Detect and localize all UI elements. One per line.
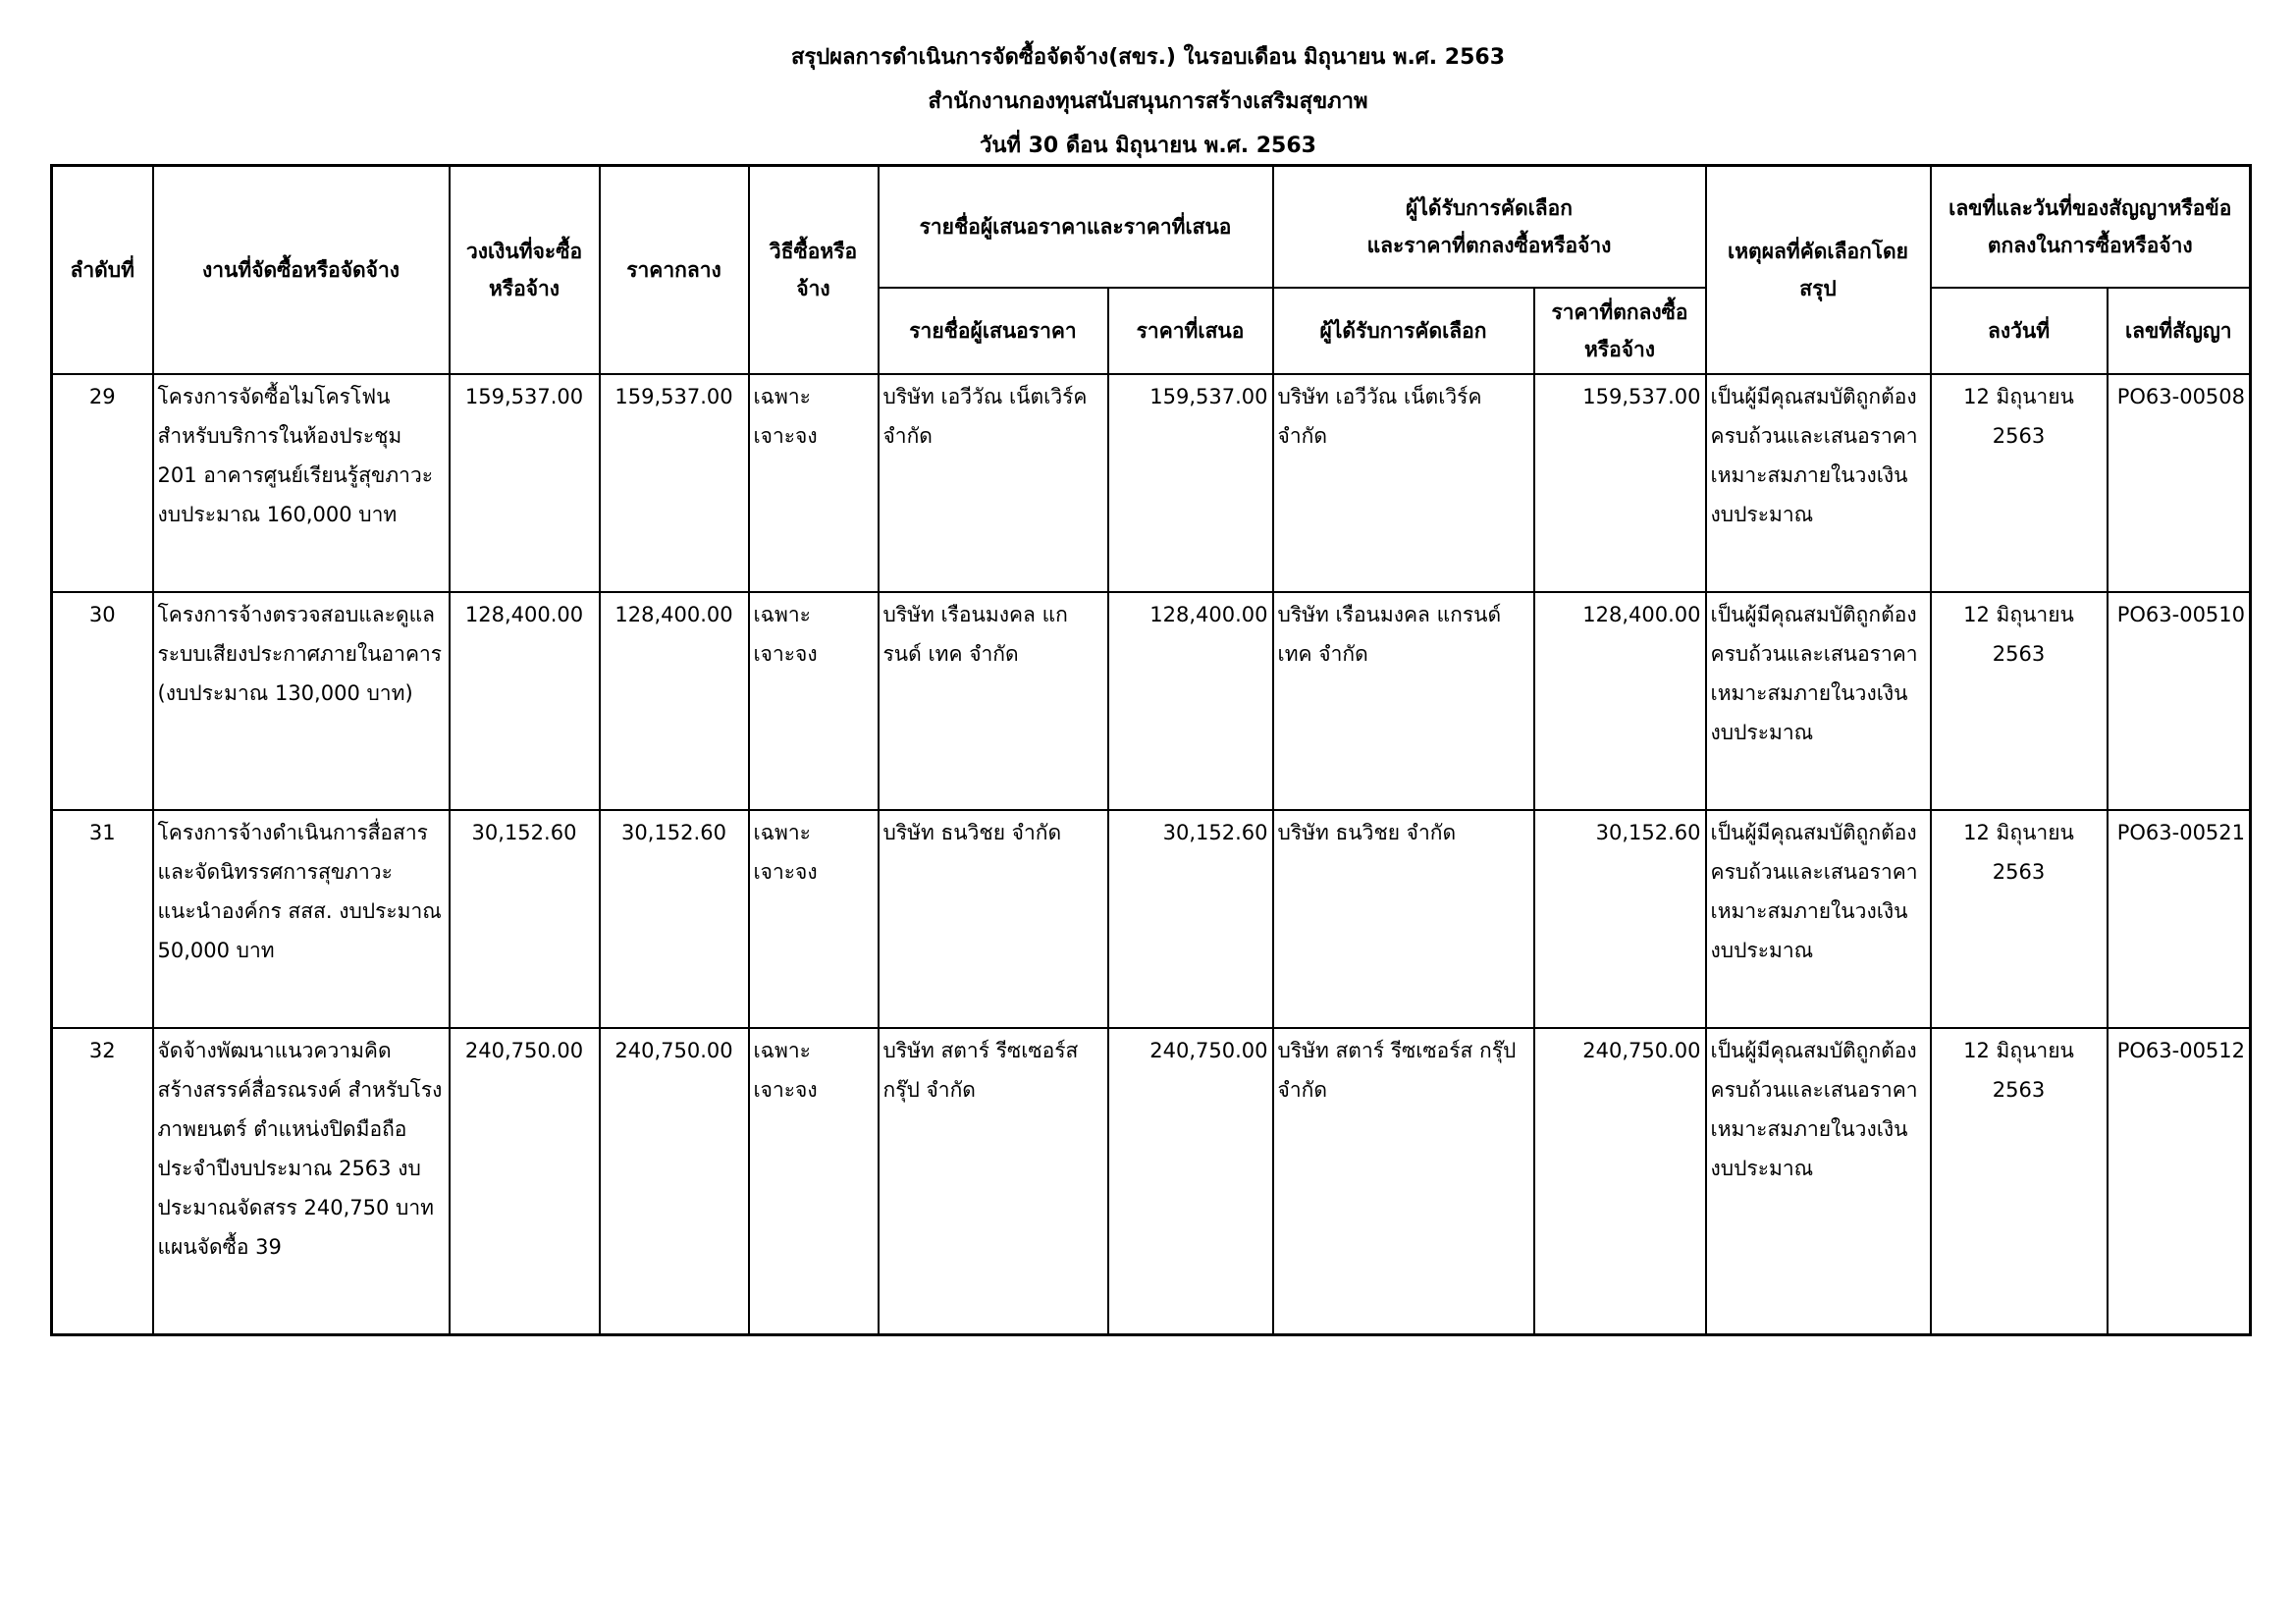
agency-name: สำนักงานกองทุนสนับสนุนการสร้างเสริมสุขภาพ bbox=[928, 89, 1368, 114]
cell-winner-name: บริษัท เอวีวัณ เน็ตเวิร์ค จำกัด bbox=[1273, 374, 1534, 592]
col-header-bid-price: ราคาที่เสนอ bbox=[1108, 288, 1273, 374]
cell-method: เฉพาะเจาะจง bbox=[749, 1028, 879, 1335]
col-header-method: วิธีซื้อหรือจ้าง bbox=[749, 166, 879, 374]
cell-seq: 31 bbox=[52, 810, 153, 1028]
cell-seq: 32 bbox=[52, 1028, 153, 1335]
cell-winner-name: บริษัท เรือนมงคล แกรนด์ เทค จำกัด bbox=[1273, 592, 1534, 810]
col-header-winner-name: ผู้ได้รับการคัดเลือก bbox=[1273, 288, 1534, 374]
cell-work: จัดจ้างพัฒนาแนวความคิดสร้างสรรค์สื่อรณรงค์ สำหรับโรงภาพยนตร์ ตำแหน่งปิดมือถือ ประจำปีงบประมาณ 2563 งบประมาณจัดสรร 240,750 บาท แผนจัดซื้อ 39 bbox=[153, 1028, 450, 1335]
cell-work: โครงการจัดซื้อไมโครโฟนสำหรับบริการในห้องประชุม 201 อาคารศูนย์เรียนรู้สุขภาวะ งบประมาณ 160,000 บาท bbox=[153, 374, 450, 592]
cell-contract-no: PO63-00508 bbox=[2108, 374, 2251, 592]
col-header-work: งานที่จัดซื้อหรือจัดจ้าง bbox=[153, 166, 450, 374]
col-header-median-price: ราคากลาง bbox=[600, 166, 749, 374]
cell-method: เฉพาะเจาะจง bbox=[749, 374, 879, 592]
col-header-winner-group bbox=[1273, 166, 1706, 288]
cell-contract-date: 12 มิถุนายน 2563 bbox=[1931, 810, 2108, 1028]
cell-reason: เป็นผู้มีคุณสมบัติถูกต้องครบถ้วนและเสนอราคาเหมาะสมภายในวงเงินงบประมาณ bbox=[1706, 1028, 1931, 1335]
cell-bid-price: 159,537.00 bbox=[1108, 374, 1273, 592]
cell-agreed-price: 159,537.00 bbox=[1534, 374, 1706, 592]
procurement-table bbox=[50, 164, 2252, 1336]
table-row bbox=[52, 374, 2251, 592]
table-row bbox=[52, 1028, 2251, 1335]
cell-reason: เป็นผู้มีคุณสมบัติถูกต้องครบถ้วนและเสนอราคาเหมาะสมภายในวงเงินงบประมาณ bbox=[1706, 592, 1931, 810]
cell-agreed-price: 240,750.00 bbox=[1534, 1028, 1706, 1335]
cell-budget: 128,400.00 bbox=[450, 592, 600, 810]
cell-work: โครงการจ้างดำเนินการสื่อสารและจัดนิทรรศการสุขภาวะ แนะนำองค์กร สสส. งบประมาณ 50,000 บาท bbox=[153, 810, 450, 1028]
col-header-contract-group: เลขที่และวันที่ของสัญญาหรือข้อตกลงในการซื้อหรือจ้าง bbox=[1931, 166, 2251, 288]
cell-contract-no: PO63-00521 bbox=[2108, 810, 2251, 1028]
report-title: สรุปผลการดำเนินการจัดซื้อจัดจ้าง(สขร.) ในรอบเดือน มิถุนายน พ.ศ. 2563 bbox=[790, 45, 1506, 70]
cell-winner-name: บริษัท ธนวิชย จำกัด bbox=[1273, 810, 1534, 1028]
cell-bidder-name: บริษัท เรือนมงคล แกรนด์ เทค จำกัด bbox=[879, 592, 1108, 810]
cell-contract-date: 12 มิถุนายน 2563 bbox=[1931, 592, 2108, 810]
winner-group-line1: ผู้ได้รับการคัดเลือก bbox=[1406, 195, 1573, 220]
cell-reason: เป็นผู้มีคุณสมบัติถูกต้องครบถ้วนและเสนอราคาเหมาะสมภายในวงเงินงบประมาณ bbox=[1706, 374, 1931, 592]
cell-agreed-price: 30,152.60 bbox=[1534, 810, 1706, 1028]
cell-bid-price: 240,750.00 bbox=[1108, 1028, 1273, 1335]
cell-agreed-price: 128,400.00 bbox=[1534, 592, 1706, 810]
header-row-1 bbox=[52, 166, 2251, 288]
report-date: วันที่ 30 ดือน มิถุนายน พ.ศ. 2563 bbox=[980, 134, 1316, 158]
cell-median-price: 240,750.00 bbox=[600, 1028, 749, 1335]
winner-group-line2: และราคาที่ตกลงซื้อหรือจ้าง bbox=[1366, 233, 1612, 257]
cell-winner-name: บริษัท สตาร์ รีซเซอร์ส กรุ๊ป จำกัด bbox=[1273, 1028, 1534, 1335]
cell-bid-price: 30,152.60 bbox=[1108, 810, 1273, 1028]
col-header-bidders-group: รายชื่อผู้เสนอราคาและราคาที่เสนอ bbox=[879, 166, 1273, 288]
cell-seq: 29 bbox=[52, 374, 153, 592]
col-header-reason: เหตุผลที่คัดเลือกโดยสรุป bbox=[1706, 166, 1931, 374]
cell-contract-date: 12 มิถุนายน 2563 bbox=[1931, 374, 2108, 592]
cell-median-price: 159,537.00 bbox=[600, 374, 749, 592]
cell-budget: 240,750.00 bbox=[450, 1028, 600, 1335]
cell-bidder-name: บริษัท ธนวิชย จำกัด bbox=[879, 810, 1108, 1028]
cell-seq: 30 bbox=[52, 592, 153, 810]
col-header-contract-no: เลขที่สัญญา bbox=[2108, 288, 2251, 374]
cell-bid-price: 128,400.00 bbox=[1108, 592, 1273, 810]
table-row bbox=[52, 810, 2251, 1028]
cell-work: โครงการจ้างตรวจสอบและดูแลระบบเสียงประกาศภายในอาคาร (งบประมาณ 130,000 บาท) bbox=[153, 592, 450, 810]
cell-reason: เป็นผู้มีคุณสมบัติถูกต้องครบถ้วนและเสนอราคาเหมาะสมภายในวงเงินงบประมาณ bbox=[1706, 810, 1931, 1028]
table-row bbox=[52, 592, 2251, 810]
cell-median-price: 30,152.60 bbox=[600, 810, 749, 1028]
cell-contract-no: PO63-00510 bbox=[2108, 592, 2251, 810]
col-header-contract-date: ลงวันที่ bbox=[1931, 288, 2108, 374]
cell-method: เฉพาะเจาะจง bbox=[749, 810, 879, 1028]
cell-contract-no: PO63-00512 bbox=[2108, 1028, 2251, 1335]
col-header-budget: วงเงินที่จะซื้อหรือจ้าง bbox=[450, 166, 600, 374]
cell-bidder-name: บริษัท เอวีวัณ เน็ตเวิร์ค จำกัด bbox=[879, 374, 1108, 592]
cell-budget: 159,537.00 bbox=[450, 374, 600, 592]
col-header-agreed-price: ราคาที่ตกลงซื้อหรือจ้าง bbox=[1534, 288, 1706, 374]
document-header bbox=[0, 35, 2296, 168]
col-header-seq: ลำดับที่ bbox=[52, 166, 153, 374]
col-header-bidder-name: รายชื่อผู้เสนอราคา bbox=[879, 288, 1108, 374]
cell-method: เฉพาะเจาะจง bbox=[749, 592, 879, 810]
cell-budget: 30,152.60 bbox=[450, 810, 600, 1028]
cell-bidder-name: บริษัท สตาร์ รีซเซอร์ส กรุ๊ป จำกัด bbox=[879, 1028, 1108, 1335]
cell-contract-date: 12 มิถุนายน 2563 bbox=[1931, 1028, 2108, 1335]
cell-median-price: 128,400.00 bbox=[600, 592, 749, 810]
